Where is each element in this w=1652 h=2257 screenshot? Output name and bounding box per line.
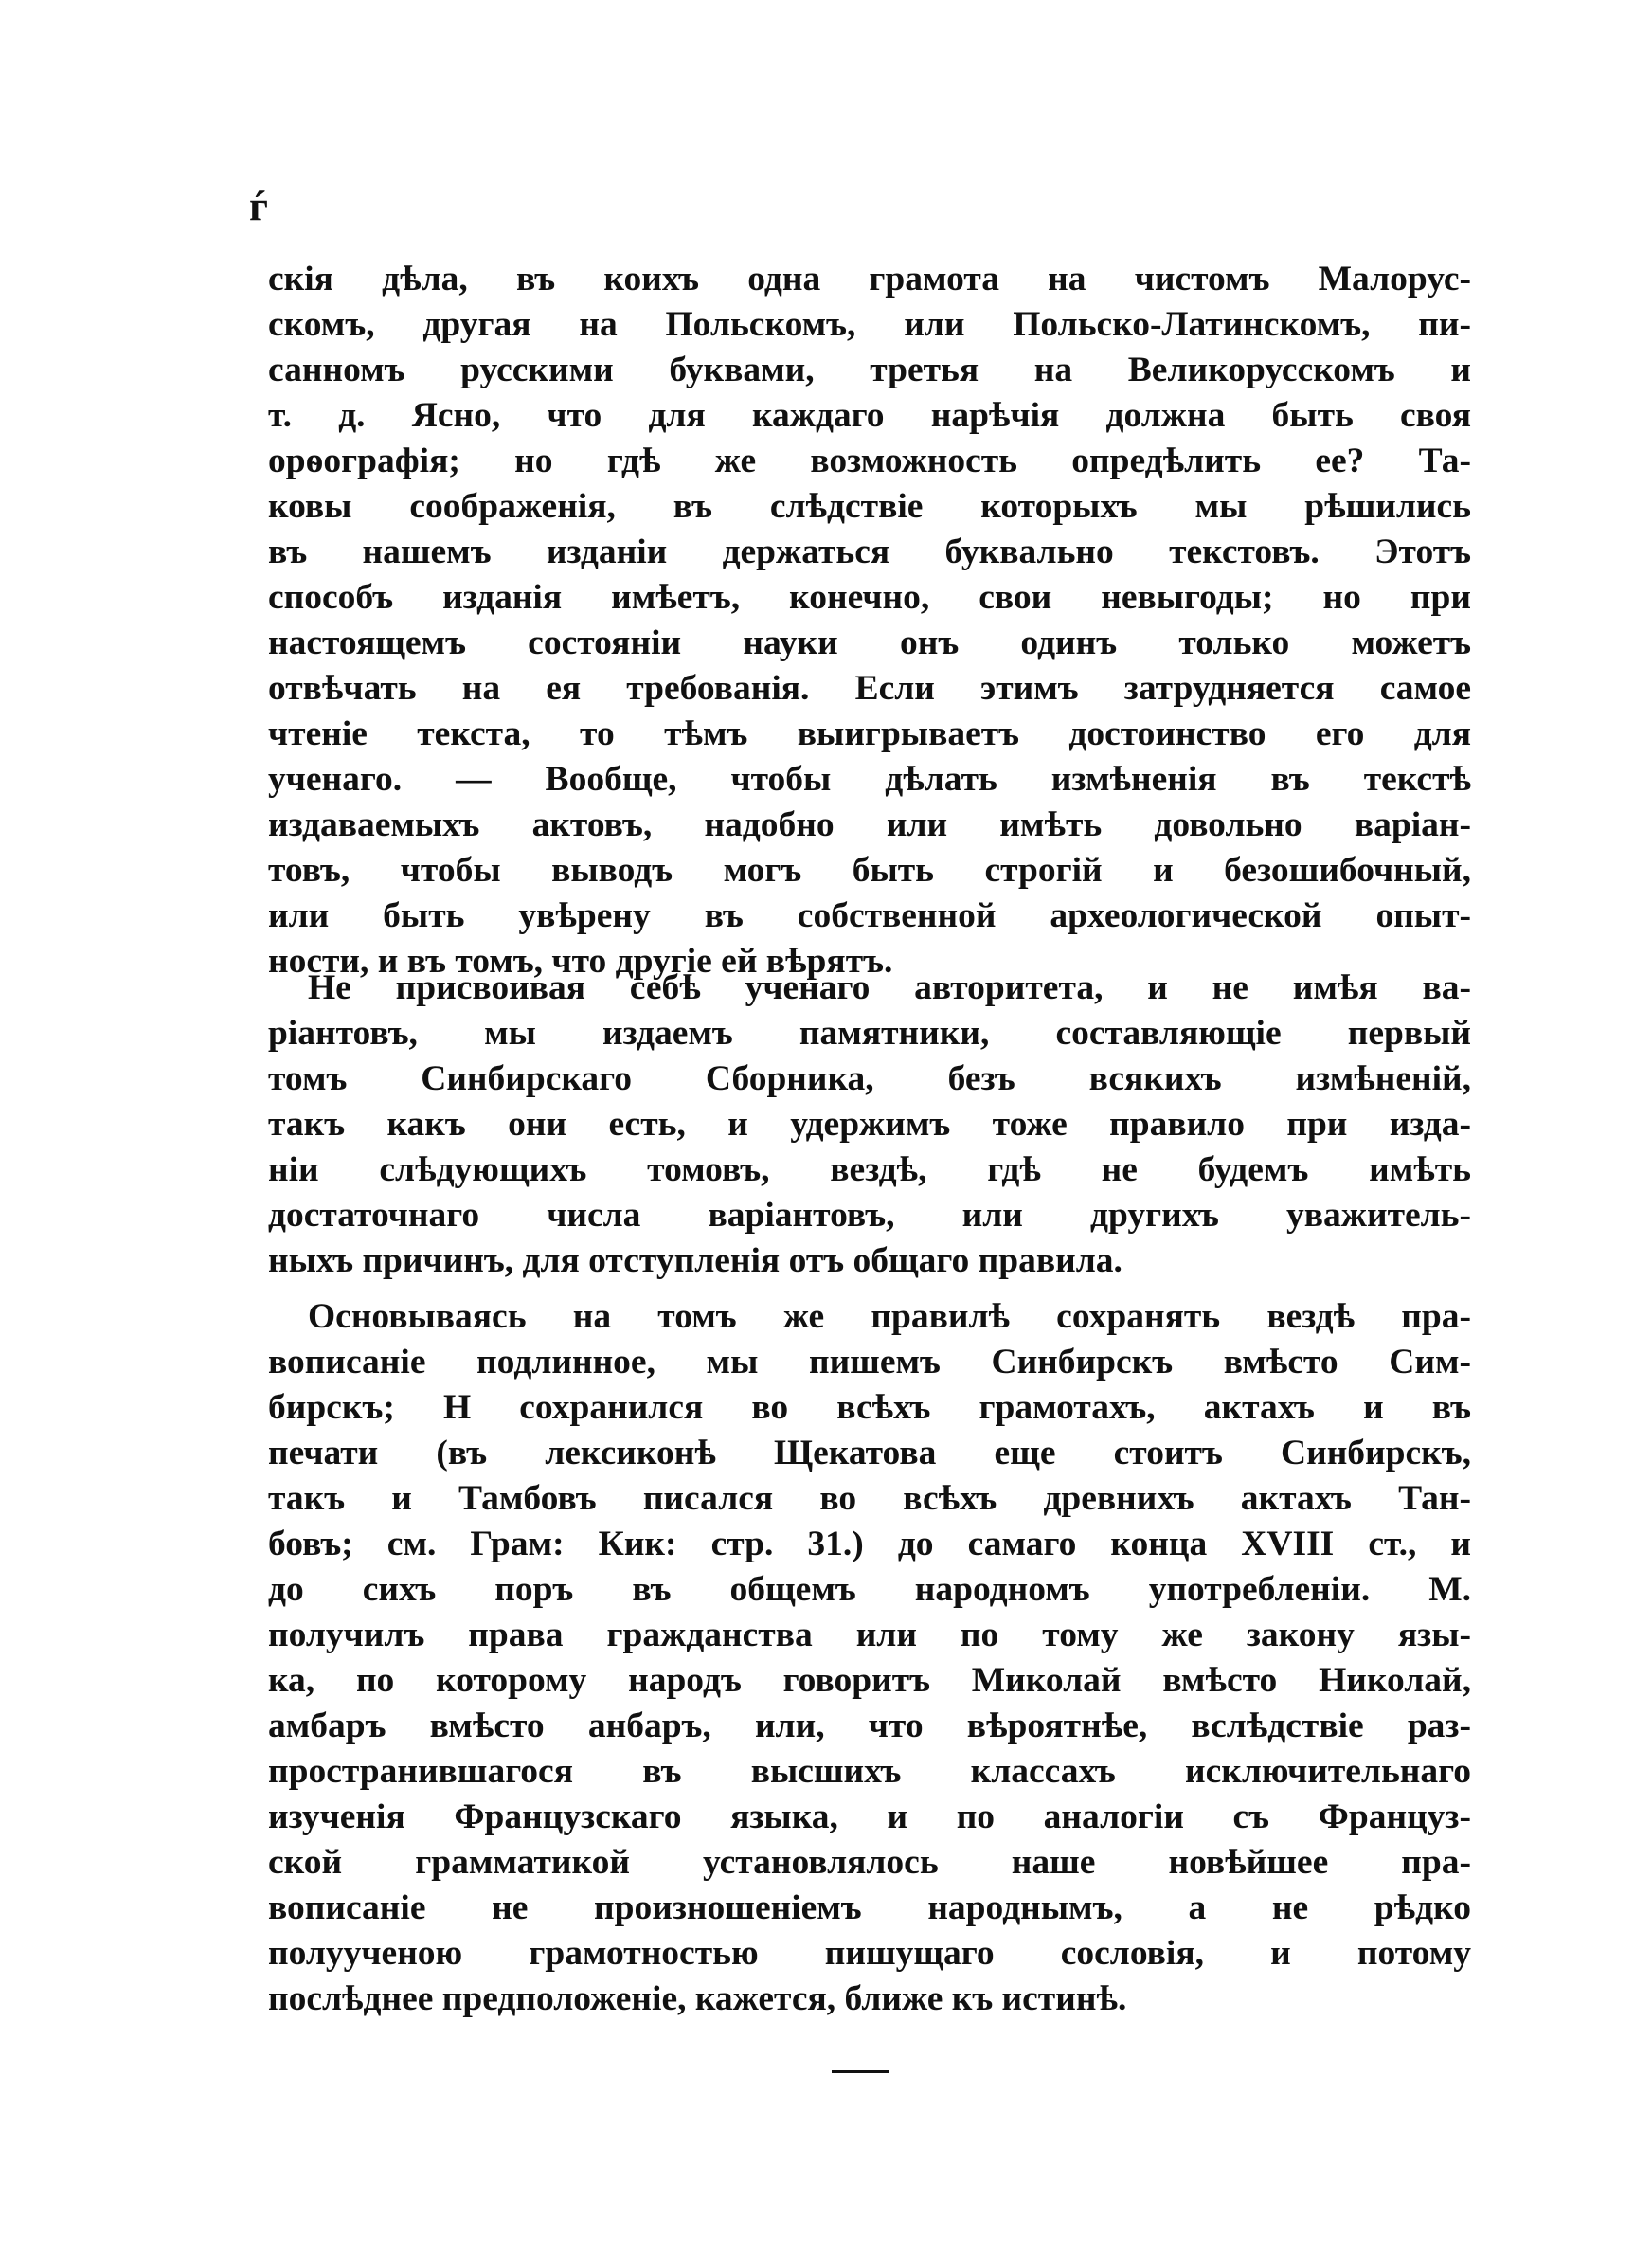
text-line: способъ изданія имѣетъ, конечно, свои невыгоды; но при: [268, 578, 1471, 617]
text-line: чтеніе текста, то тѣмъ выигрываетъ достоинство его для: [268, 714, 1471, 753]
text-line: отвѣчать на ея требованія. Если этимъ затрудняется самое: [268, 669, 1471, 708]
text-line: ріантовъ, мы издаемъ памятники, составляющіе первый: [268, 1014, 1471, 1053]
text-line: ской грамматикой установлялось наше новѣйшее пра-: [268, 1843, 1471, 1882]
text-line: изученія Французскаго языка, и по аналогіи съ Француз-: [268, 1797, 1471, 1836]
paragraph-3: [268, 1294, 1471, 2022]
text-line: печати (въ лексиконѣ Щекатова еще стоитъ Синбирскъ,: [268, 1434, 1471, 1472]
text-line: товъ, чтобы выводъ могъ быть строгій и безошибочный,: [268, 851, 1471, 890]
page-number-mark: ѓ: [249, 183, 268, 229]
text-line: пространившагося въ высшихъ классахъ исключительнаго: [268, 1752, 1471, 1791]
text-line: въ нашемъ изданіи держаться буквально текстовъ. Этотъ: [268, 533, 1471, 571]
text-line: ности, и въ томъ, что другіе ей вѣрятъ.: [268, 942, 893, 981]
text-line: вописаніе не произношеніемъ народнымъ, а не рѣдко: [268, 1888, 1471, 1927]
text-line: издаваемыхъ актовъ, надобно или имѣть довольно варіан-: [268, 805, 1471, 844]
paragraph-1: [268, 257, 1471, 984]
text-line: достаточнаго числа варіантовъ, или другихъ уважитель-: [268, 1196, 1471, 1235]
text-line: бовъ; см. Грам: Кик: стр. 31.) до самаго конца XVIII ст., и: [268, 1525, 1471, 1563]
text-line: Не присвоивая себѣ ученаго авторитета, и не имѣя ва-: [308, 968, 1471, 1007]
closing-rule-divider: [832, 2070, 889, 2073]
text-line: ніи слѣдующихъ томовъ, вездѣ, гдѣ не будемъ имѣть: [268, 1150, 1471, 1189]
text-line: орѳографія; но гдѣ же возможность опредѣлить ее? Та-: [268, 442, 1471, 480]
text-line: послѣднее предположеніе, кажется, ближе къ истинѣ.: [268, 1979, 1127, 2018]
text-line: ковы соображенія, въ слѣдствіе которыхъ мы рѣшились: [268, 487, 1471, 526]
text-line: скомъ, другая на Польскомъ, или Польско-Латинскомъ, пи-: [268, 305, 1471, 344]
text-line: такъ какъ они есть, и удержимъ тоже правило при изда-: [268, 1105, 1471, 1144]
text-line: ныхъ причинъ, для отступленія отъ общаго правила.: [268, 1241, 1122, 1280]
text-line: амбаръ вмѣсто анбаръ, или, что вѣроятнѣе, вслѣдствіе раз-: [268, 1706, 1471, 1745]
text-line: т. д. Ясно, что для каждаго нарѣчія должна быть своя: [268, 396, 1471, 435]
text-line: ка, по которому народъ говоритъ Миколай вмѣсто Николай,: [268, 1661, 1471, 1700]
text-line: до сихъ поръ въ общемъ народномъ употребленіи. М.: [268, 1570, 1471, 1609]
text-line: скія дѣла, въ коихъ одна грамота на чистомъ Малорус-: [268, 260, 1471, 298]
text-line: томъ Синбирскаго Сборника, безъ всякихъ измѣненій,: [268, 1059, 1471, 1098]
text-line: настоящемъ состояніи науки онъ одинъ только можетъ: [268, 623, 1471, 662]
text-line: бирскъ; Н сохранился во всѣхъ грамотахъ, актахъ и въ: [268, 1388, 1471, 1427]
text-line: ученаго. — Вообще, чтобы дѣлать измѣненія въ текстѣ: [268, 760, 1471, 799]
text-line: получилъ права гражданства или по тому же закону язы-: [268, 1616, 1471, 1654]
text-line: полуученою грамотностью пишущаго сословія, и потому: [268, 1934, 1471, 1973]
text-line: Основываясь на томъ же правилѣ сохранять вездѣ пра-: [308, 1297, 1471, 1336]
text-line: вописаніе подлинное, мы пишемъ Синбирскъ вмѣсто Сим-: [268, 1343, 1471, 1381]
text-line: санномъ русскими буквами, третья на Великорусскомъ и: [268, 351, 1471, 389]
text-line: или быть увѣрену въ собственной археологической опыт-: [268, 896, 1471, 935]
text-line: такъ и Тамбовъ писался во всѣхъ древнихъ актахъ Тан-: [268, 1479, 1471, 1518]
paragraph-2: [268, 966, 1471, 1284]
